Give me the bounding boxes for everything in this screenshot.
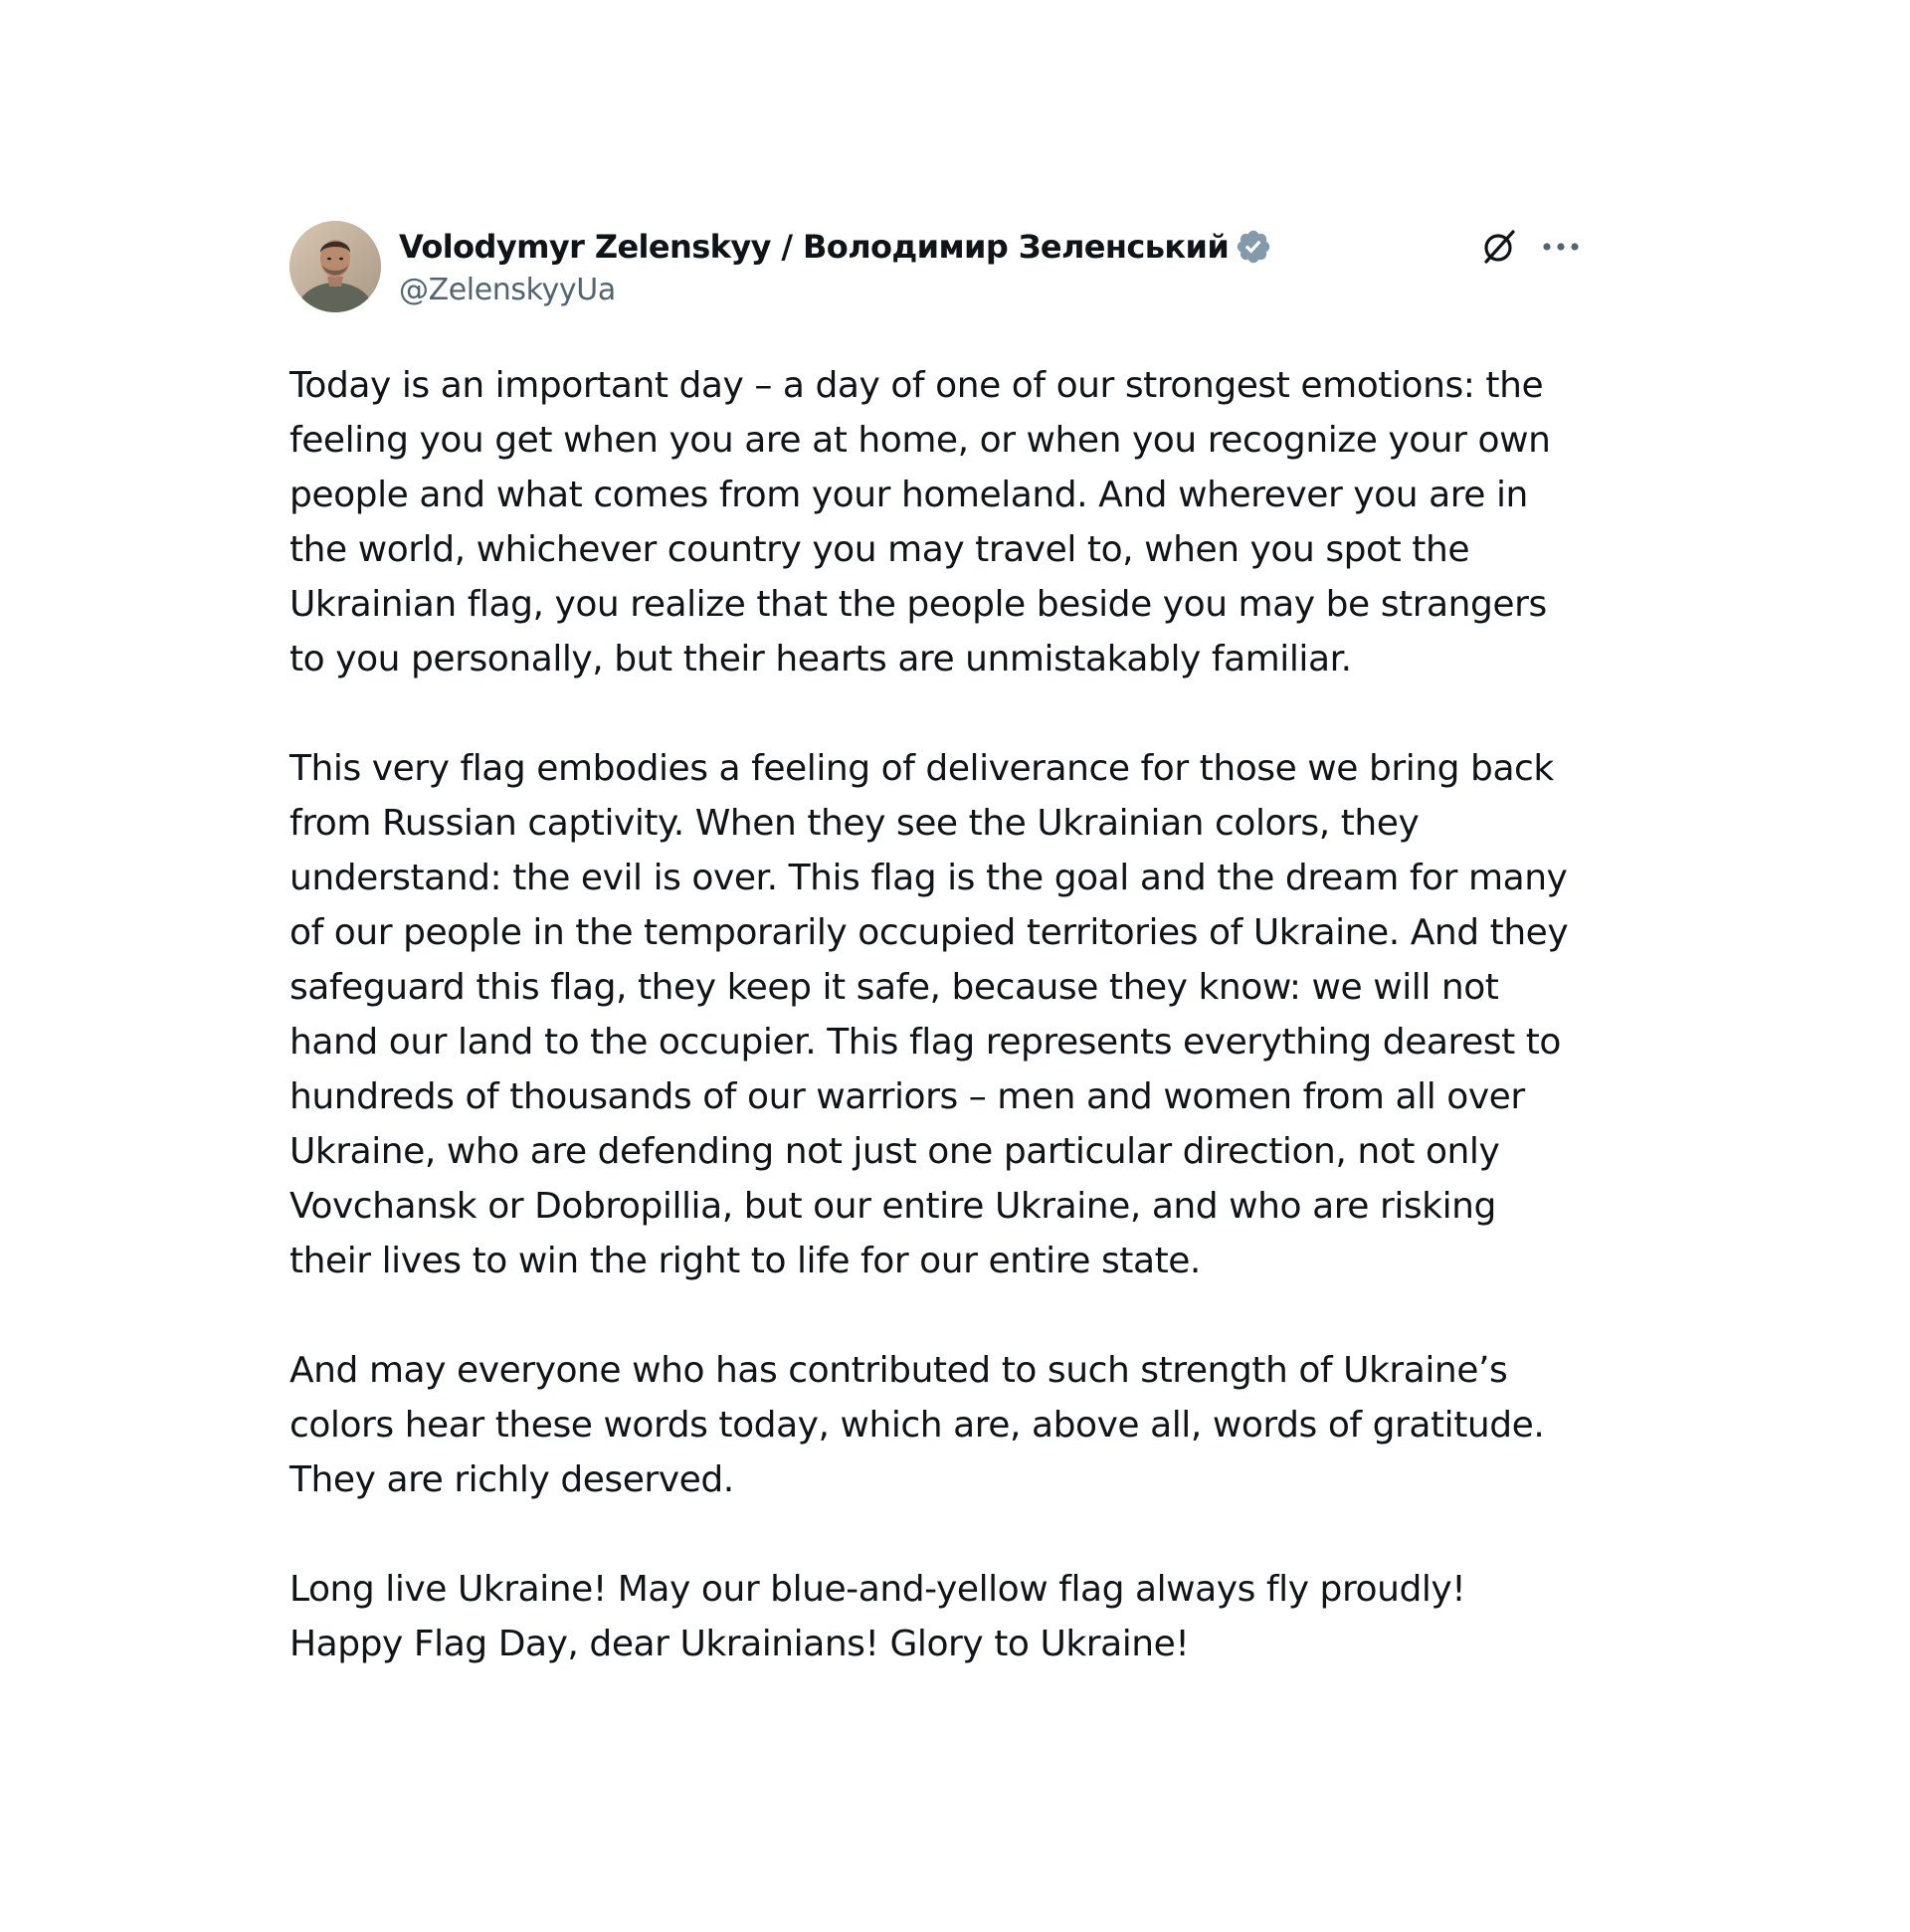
post-actions bbox=[1477, 225, 1583, 269]
post bbox=[289, 221, 1583, 1671]
author-identity bbox=[399, 225, 1272, 307]
post-header bbox=[289, 221, 1583, 316]
avatar-image bbox=[289, 221, 381, 312]
avatar[interactable] bbox=[289, 221, 381, 312]
post-paragraph-1: Today is an important day – a day of one of our strongest emotions: the feeling you get when you are at home, or when you recognize your own people and what comes from your homeland. And wherever you are in the world, whichever country you may travel to, when you spot the Ukrainian flag, you realize that the people beside you may be strangers to you personally, but their hearts are unmistakably familiar. bbox=[289, 365, 1551, 679]
verified-badge-icon[interactable] bbox=[1235, 228, 1272, 266]
name-row bbox=[399, 225, 1272, 269]
author-handle[interactable]: @ZelenskyyUa bbox=[399, 273, 616, 307]
post-paragraph-3: And may everyone who has contributed to such strength of Ukraine’s colors hear these words today, which are, above all, words of gratitude. They are richly deserved. bbox=[289, 1350, 1545, 1500]
post-body bbox=[289, 358, 1583, 1671]
post-paragraph-2: This very flag embodies a feeling of deliverance for those we bring back from Russian captivity. When they see the Ukrainian colors, they understand: the evil is over. This flag is the goal and the dream for many of our people in the temporarily occupied territories of Ukraine. And they safeguard this flag, they keep it safe, because they know: we will not hand our land to the occupier. This flag represents everything dearest to hundreds of thousands of our warriors – men and women from all over Ukraine, who are defending not just one particular direction, not only Vovchansk or Dobropillia, but our entire Ukraine, and who are risking their lives to win the right to life for our entire state. bbox=[289, 748, 1569, 1281]
post-paragraph-4: Long live Ukraine! May our blue-and-yellow flag always fly proudly! Happy Flag Day, dear Ukrainians! Glory to Ukraine! bbox=[289, 1569, 1466, 1664]
display-name[interactable]: Volodymyr Zelenskyy / Володимир Зеленський bbox=[399, 228, 1230, 266]
more-options-icon[interactable] bbox=[1539, 225, 1583, 269]
grok-icon[interactable] bbox=[1477, 225, 1521, 269]
